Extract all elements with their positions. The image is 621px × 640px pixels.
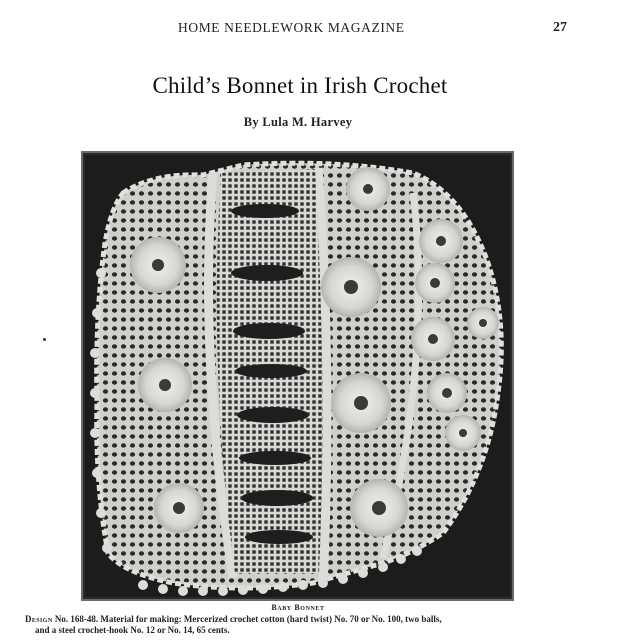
design-note [25, 614, 585, 635]
article-byline: By Lula M. Harvey [243, 115, 353, 129]
page-number: 27 [553, 20, 567, 35]
bonnet-illustration [83, 153, 512, 599]
magazine-name: HOME NEEDLEWORK MAGAZINE [178, 20, 405, 35]
bonnet-photo [81, 151, 514, 601]
article-title: Child’s Bonnet in Irish Crochet [152, 73, 448, 98]
design-note-line2: and a steel crochet-hook No. 12 or No. 14, 65 cents. [35, 624, 230, 635]
design-note-lead: Design [25, 614, 53, 624]
print-speck [43, 338, 46, 341]
running-head [0, 20, 621, 40]
design-note-line1: No. 168-48. Material for making: Mercerized crochet cotton (hard twist) No. 70 or No. 100, two balls, [52, 614, 442, 624]
figure-caption: Baby Bonnet [271, 603, 325, 612]
